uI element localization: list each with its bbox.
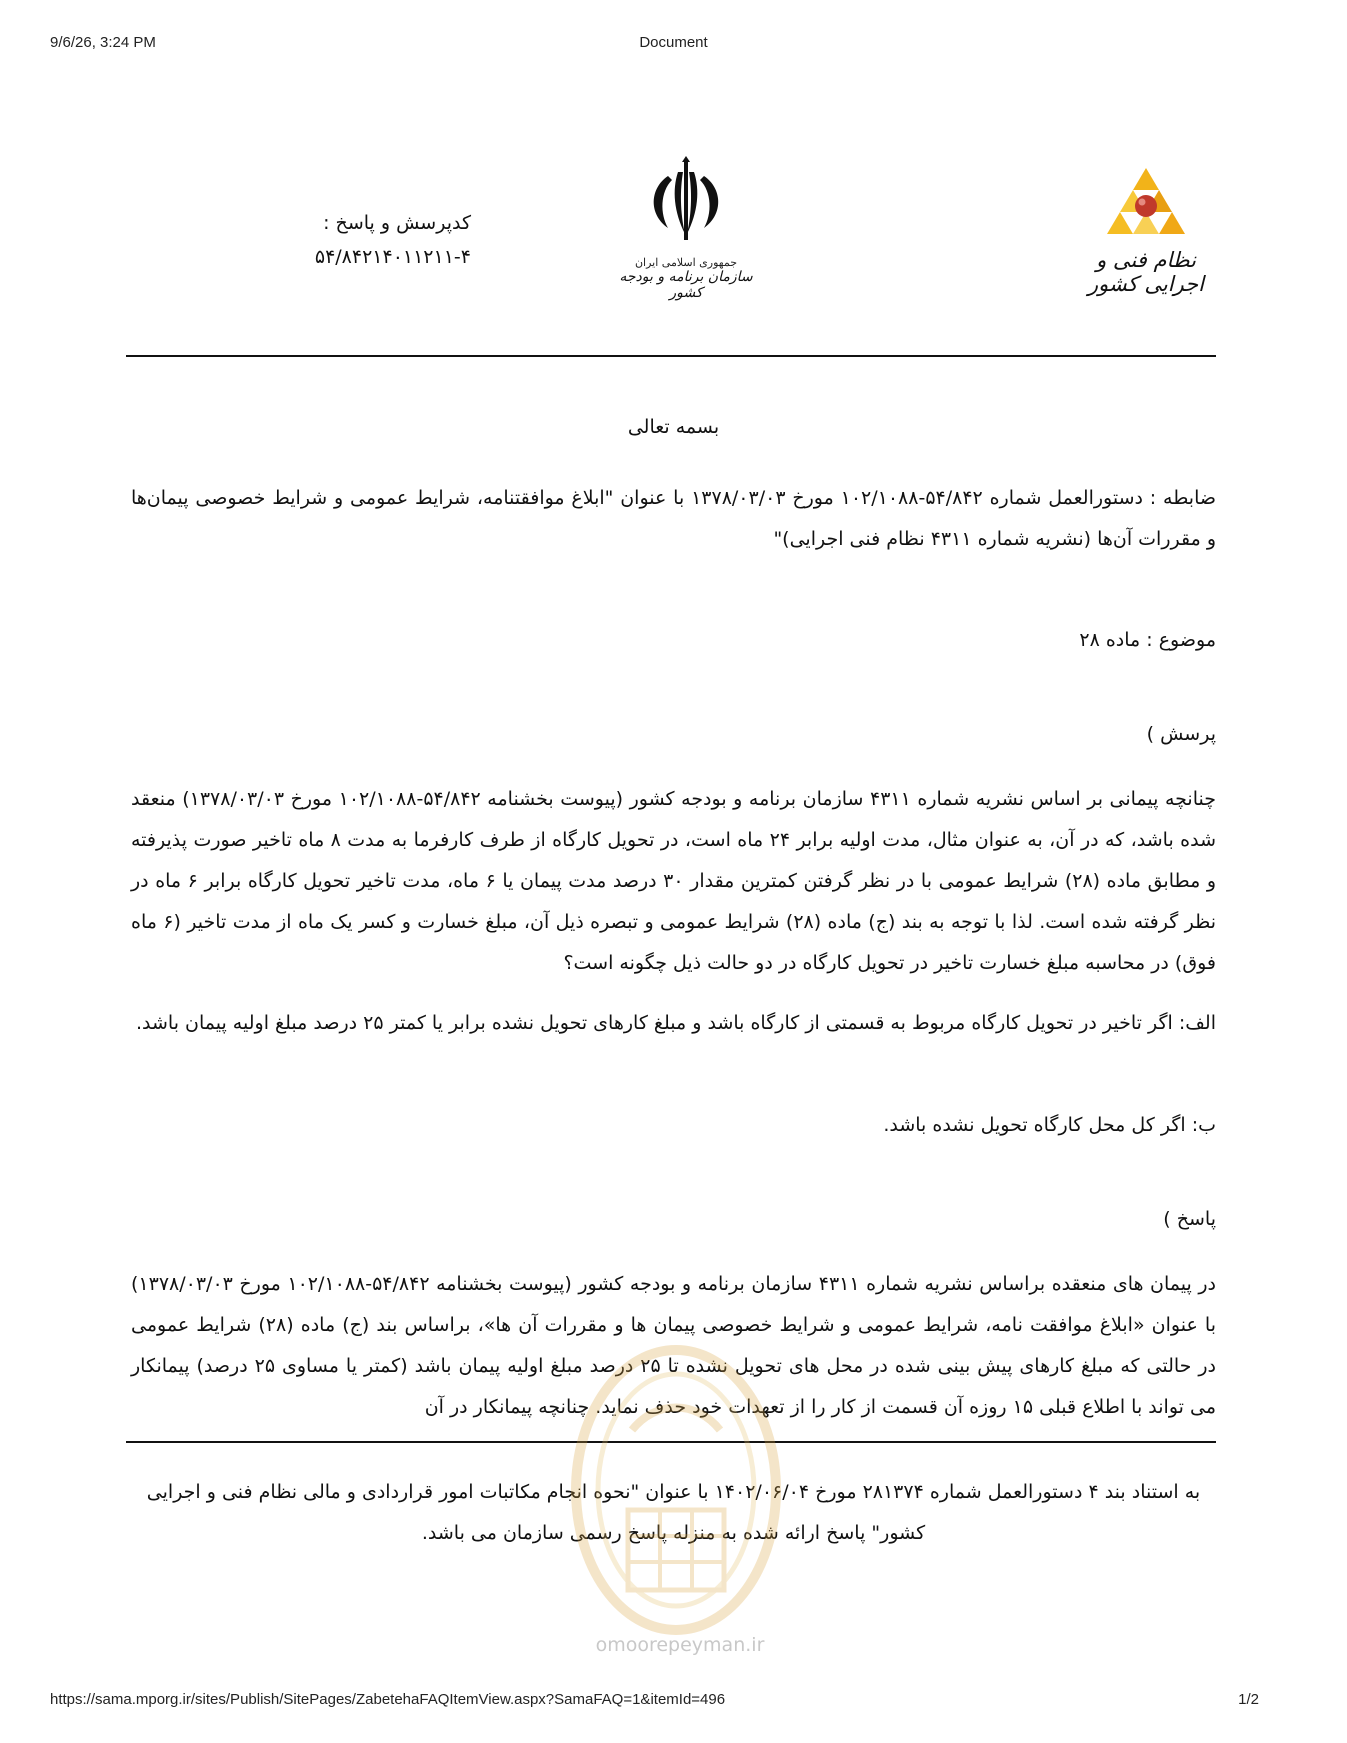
- page-number: 1/2: [1238, 1691, 1259, 1708]
- org-name: نظام فنی و اجرایی کشور: [1088, 248, 1204, 296]
- answer-heading: پاسخ ): [1163, 1208, 1216, 1230]
- print-footer: [50, 1691, 1297, 1713]
- regulation-paragraph: ضابطه : دستورالعمل شماره ۵۴/۸۴۲-۱۰۲/۱۰۸۸ مورخ ۱۳۷۸/۰۳/۰۳ با عنوان "ابلاغ موافقتنامه، شرایط عمومی و شرایط خصوصی پیمان‌ها و مقررات آن‌ها (نشریه شماره ۴۳۱۱ نظام فنی اجرایی)": [131, 487, 1216, 550]
- question-code-label: کدپرسش و پاسخ :: [323, 212, 471, 234]
- question-paragraph: چنانچه پیمانی بر اساس نشریه شماره ۴۳۱۱ سازمان برنامه و بودجه کشور (پیوست بخشنامه ۵۴/۸۴۲-۱۰۲/۱۰۸۸ مورخ ۱۳۷۸/۰۳/۰۳) منعقد شده باشد، که در آن، به عنوان مثال، مدت اولیه برابر ۲۴ ماه است، در تحویل کارگاه از طرف کارفرما به مدت ۸ ماه تاخیر صورت پذیرفته و مطابق ماده (۲۸) شرایط عمومی با در نظر گرفتن کمترین مقدار ۳۰ درصد مدت پیمان یا ۶ ماه، مدت تاخیر تحویل کارگاه برابر ۶ ماه در نظر گرفته شده است. لذا با توجه به بند (ج) ماده (۲۸) شرایط عمومی و تبصره ذیل آن، مبلغ خسارت و کسر یک ماه از مدت تاخیر (۶ ماه فوق) در محاسبه مبلغ خسارت تاخیر در تحویل کارگاه در دو حالت ذیل چگونه است؟: [131, 788, 1216, 974]
- emblem-line-1: جمهوری اسلامی ایران: [634, 256, 738, 269]
- print-date: 9/6/26, 3:24 PM: [50, 34, 156, 51]
- question-code-block: [251, 206, 471, 274]
- case-b-paragraph: ب: اگر کل محل کارگاه تحویل نشده باشد.: [883, 1114, 1216, 1136]
- footnote-paragraph: به استناد بند ۴ دستورالعمل شماره ۲۸۱۳۷۴ مورخ ۱۴۰۲/۰۶/۰۴ با عنوان "نحوه انجام مکاتبات امور قراردادی و مالی نظام فنی و اجرایی کشور" پاسخ ارائه شده به منزله پاسخ رسمی سازمان می باشد.: [146, 1481, 1201, 1544]
- header-divider: [126, 355, 1216, 357]
- emblem-icon: [638, 156, 734, 248]
- case-a-paragraph: الف: اگر تاخیر در تحویل کارگاه مربوط به قسمتی از کارگاه باشد و مبلغ کارهای تحویل نشده برابر یا کمتر ۲۵ درصد مبلغ اولیه پیمان باشد.: [135, 1012, 1216, 1034]
- org-logo: [1071, 166, 1221, 306]
- org-logo-icon: [1103, 166, 1189, 240]
- letterhead: [126, 150, 1221, 330]
- watermark-text: omoorepeyman.ir: [595, 1634, 765, 1656]
- print-title: Document: [639, 34, 708, 51]
- iran-emblem: [606, 156, 766, 306]
- subject-line: موضوع : ماده ۲۸: [1079, 629, 1216, 651]
- emblem-line-2: سازمان برنامه و بودجه کشور: [619, 269, 753, 301]
- page-url: https://sama.mporg.ir/sites/Publish/SitePages/ZabetehaFAQItemView.aspx?SamaFAQ=1&itemId=496: [50, 1691, 726, 1708]
- print-header: [50, 34, 1297, 56]
- question-heading: پرسش ): [1146, 723, 1216, 745]
- watermark-seal-icon: [556, 1340, 796, 1670]
- question-code-value: ۵۴/۸۴۲۱۴۰۱۱۲۱۱-۴: [314, 246, 471, 268]
- basmala: بسمه تعالی: [627, 416, 720, 438]
- answer-paragraph: در پیمان های منعقده براساس نشریه شماره ۴۳۱۱ سازمان برنامه و بودجه کشور (پیوست بخشنامه ۵۴/۸۴۲-۱۰۲/۱۰۸۸ مورخ ۱۳۷۸/۰۳/۰۳) با عنوان «ابلاغ موافقت نامه، شرایط عمومی و شرایط خصوصی پیمان ها و مقررات آن ها»، براساس بند (ج) ماده (۲۸) شرایط عمومی در حالتی که مبلغ کارهای پیش بینی شده در محل های تحویل نشده تا ۲۵ درصد مبلغ اولیه پیمان باشد (کمتر یا مساوی ۲۵ درصد) پیمانکار می تواند با اطلاع قبلی ۱۵ روزه آن قسمت از کار را از تعهدات خود حذف نماید. چنانچه پیمانکار در آن: [131, 1273, 1217, 1418]
